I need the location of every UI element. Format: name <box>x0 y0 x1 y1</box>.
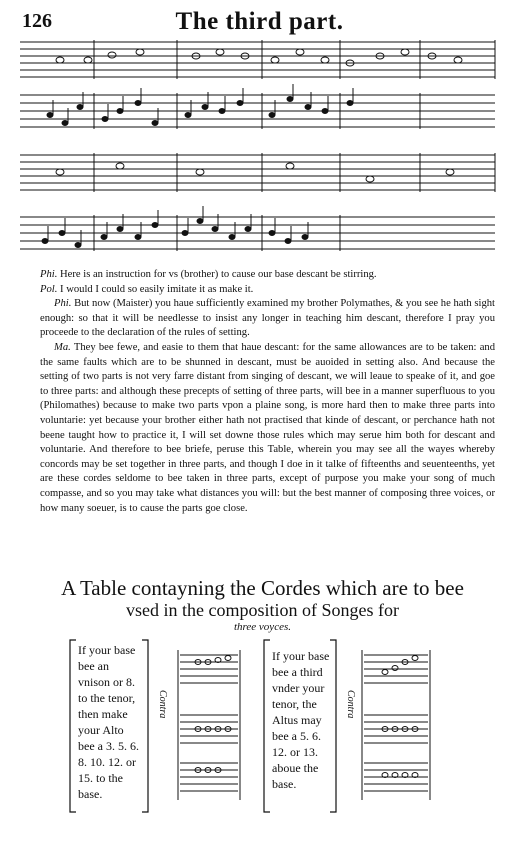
table-staves-right <box>362 650 430 800</box>
staff-system-4 <box>20 215 495 251</box>
contra-label-2: Contra <box>345 690 356 719</box>
staff-system-2 <box>20 93 495 129</box>
table-rule-1: If your base bee an vnison or 8. to the tenor, then make your Alto bee a 3. 5. 6. 8. 10. 12. or 15. to the base. <box>78 643 139 801</box>
contra-label-1: Contra <box>157 690 168 719</box>
table-subtitle: vsed in the composition of Songes for <box>126 600 399 620</box>
table-rule-2: If your base bee a third vnder your tenor, the Altus may bee a 5. 6. 12. or 13. aboue the base. <box>272 649 330 791</box>
running-title: The third part. <box>175 8 344 35</box>
dialogue-line: Phi. But now (Maister) you haue sufficiently examined my brother Polymathes, & you see he hath sight enough: so that it will be needlesse to insist any longer in teaching him descant, therefore I pray you proceede to the declaration of the rules of setting. <box>40 298 495 339</box>
dialogue-line: Phi. Here is an instruction for vs (brother) to cause our base descant be stirring. <box>40 269 377 280</box>
dialogue-line: Ma. They bee fewe, and easie to them that haue descant: for the same allowances are to be taken: and the same faults which are to be shunned in descant, must be auoided in setting also. And because the setting of two parts is not very farre distant from singing of descant, we will leaue to speake of it, and goe to three parts: and although these precepts of setting of three parts, will bee in a manner superfluous to you (Philomathes) because to make two parts vpon a plaine song, is more hard then to make three parts into voluntarie: yet because your brother either hath not practised that kinde of descant, or perchance hath not beene taught how to practice it, I will set downe those rules which may serue him both for descant and voluntarie. And therefore to bee briefe, peruse this Table, wherein you may see all the wayes whereby concords may be set together in three parts, and though I doe in it talke of fifteenths and seuenteenths, yet are these cordes seldome to bee taken in three parts, except of purpose you make your song of much compasse, and so you may take what distances you will: but the best manner of composing three voices, or how many soeuer, is to cause the parts goe close. <box>40 341 495 514</box>
table-title: A Table contayning the Cordes which are to bee <box>61 576 464 600</box>
staff-system-1 <box>20 40 495 79</box>
dialogue-line: Pol. I would I could so easily imitate it as make it. <box>40 283 254 295</box>
staff-system-3 <box>20 153 495 192</box>
dialogue-text <box>40 268 495 516</box>
page-number: 126 <box>22 10 52 32</box>
table-staves-left <box>178 650 240 800</box>
table-subsubtitle: three voyces. <box>233 621 291 633</box>
